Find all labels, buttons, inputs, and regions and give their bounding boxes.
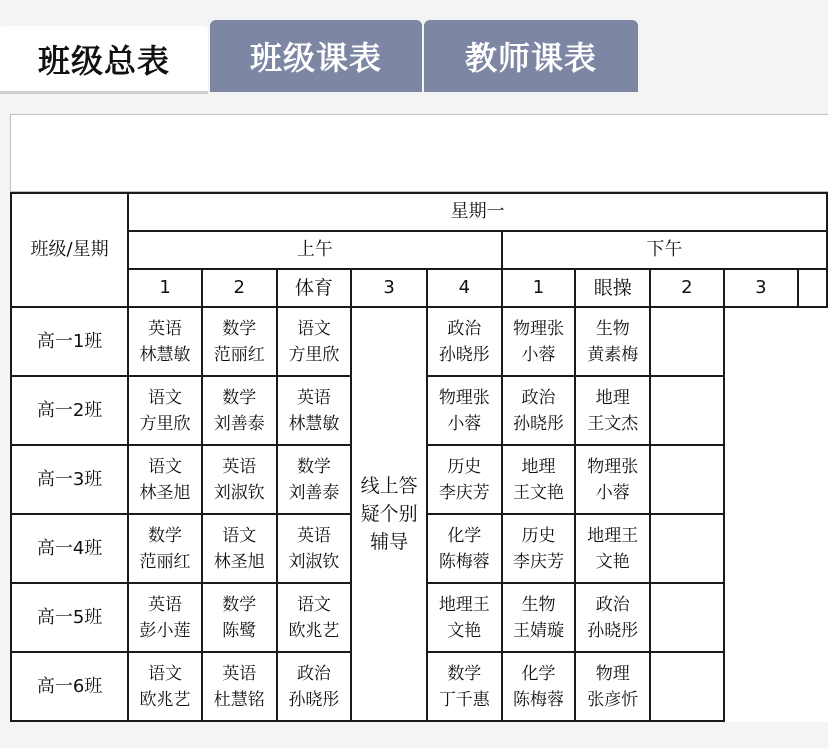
tab-teacher-schedule[interactable]: 教师课表: [424, 20, 638, 92]
course-cell: [202, 583, 277, 652]
subject-text: 英语: [296, 525, 331, 546]
period-header: 2: [202, 269, 277, 307]
teacher-text: 文艳: [595, 551, 630, 572]
pe-merged-cell: 体育: [277, 269, 352, 307]
class-name-cell: 高一5班: [11, 583, 128, 652]
course-cell: [128, 445, 202, 514]
subject-text: 历史: [447, 456, 482, 477]
subject-text: 语文: [148, 663, 183, 684]
course-cell: [128, 652, 202, 721]
teacher-text: 方里欣: [288, 344, 340, 365]
course-cell: [277, 583, 352, 652]
teacher-text: 陈梅蓉: [513, 689, 564, 710]
course-cell: [575, 583, 650, 652]
overflow-cell: [650, 445, 723, 514]
subject-text: 语文: [222, 525, 257, 546]
subject-text: 化学: [521, 663, 556, 684]
subject-text: 生物: [595, 318, 630, 339]
teacher-text: 小蓉: [521, 344, 556, 365]
day-header: 星期一: [128, 193, 827, 231]
subject-text: 数学: [222, 387, 257, 408]
course-cell: [128, 583, 202, 652]
course-cell: [202, 445, 277, 514]
teacher-text: 王婧璇: [513, 620, 564, 641]
period-header: 1: [502, 269, 576, 307]
course-cell: [575, 652, 650, 721]
course-cell: [427, 583, 502, 652]
teacher-text: 孙晓彤: [587, 620, 639, 641]
course-cell: [502, 445, 576, 514]
tab-class-schedule[interactable]: 班级课表: [210, 20, 422, 92]
class-name-cell: 高一6班: [11, 652, 128, 721]
teacher-text: 黄素梅: [587, 344, 639, 365]
subject-text: 数学: [222, 318, 257, 339]
subject-text: 政治: [447, 318, 482, 339]
teacher-text: 王文杰: [587, 413, 639, 434]
subject-text: 地理: [595, 387, 630, 408]
teacher-text: 小蓉: [447, 413, 482, 434]
subject-text: 语文: [148, 387, 183, 408]
period-header: 2: [650, 269, 723, 307]
teacher-text: 林圣旭: [139, 482, 191, 503]
period-header: 3: [724, 269, 798, 307]
teacher-text: 陈梅蓉: [438, 551, 490, 572]
course-cell: [128, 376, 202, 445]
subject-text: 物理张: [438, 387, 490, 408]
course-cell: [202, 652, 277, 721]
teacher-text: 王文艳: [513, 482, 564, 503]
subject-text: 英语: [148, 318, 183, 339]
schedule-table: [10, 192, 828, 722]
period-header: 4: [427, 269, 502, 307]
tab-class-overview[interactable]: 班级总表: [0, 26, 208, 94]
overflow-cell: [650, 652, 723, 721]
course-cell: [575, 307, 650, 376]
period-header: 3: [351, 269, 427, 307]
teacher-text: 林圣旭: [213, 551, 265, 572]
course-cell: [277, 376, 352, 445]
course-cell: [427, 652, 502, 721]
teacher-text: 范丽红: [139, 551, 191, 572]
overflow-cell: [650, 307, 723, 376]
teacher-text: 李庆芳: [513, 551, 564, 572]
teacher-text: 陈鹭: [222, 620, 257, 641]
teacher-text: 张彦忻: [587, 689, 639, 710]
course-cell: [575, 514, 650, 583]
teacher-text: 孙晓彤: [288, 689, 340, 710]
subject-text: 数学: [222, 594, 257, 615]
subject-text: 英语: [296, 387, 331, 408]
subject-text: 生物: [521, 594, 556, 615]
subject-text: 物理张: [513, 318, 564, 339]
class-name-cell: 高一1班: [11, 307, 128, 376]
teacher-text: 方里欣: [139, 413, 191, 434]
course-cell: [277, 445, 352, 514]
course-cell: [202, 376, 277, 445]
teacher-text: 孙晓彤: [438, 344, 490, 365]
overflow-cell: [650, 376, 723, 445]
overflow-cell: [650, 514, 723, 583]
subject-text: 语文: [296, 318, 331, 339]
course-cell: [502, 652, 576, 721]
subject-text: 数学: [296, 456, 331, 477]
subject-text: 历史: [521, 525, 556, 546]
subject-text: 地理: [521, 456, 556, 477]
teacher-text: 范丽红: [213, 344, 265, 365]
subject-text: 物理张: [587, 456, 639, 477]
subject-text: 政治: [595, 594, 630, 615]
subject-text: 英语: [222, 456, 257, 477]
teacher-text: 刘善泰: [213, 413, 265, 434]
teacher-text: 李庆芳: [438, 482, 490, 503]
subject-text: 地理王: [587, 525, 639, 546]
course-cell: [502, 307, 576, 376]
class-name-cell: 高一3班: [11, 445, 128, 514]
course-cell: [202, 514, 277, 583]
overflow-cell: [798, 269, 827, 307]
course-cell: [202, 307, 277, 376]
teacher-text: 孙晓彤: [513, 413, 564, 434]
corner-header: 班级/星期: [11, 193, 128, 307]
course-cell: [128, 307, 202, 376]
subject-text: 化学: [447, 525, 482, 546]
morning-header: 上午: [128, 231, 501, 269]
course-cell: [502, 376, 576, 445]
teacher-text: 文艳: [447, 620, 482, 641]
course-cell: [502, 514, 576, 583]
course-cell: [277, 307, 352, 376]
subject-text: 地理王: [438, 594, 490, 615]
online-tutoring-merged-cell: [351, 307, 427, 721]
teacher-text: 刘淑钦: [213, 482, 265, 503]
subject-text: 政治: [296, 663, 331, 684]
eye-exercise-merged-cell: 眼操: [575, 269, 650, 307]
course-cell: [277, 514, 352, 583]
table-row: [11, 307, 827, 376]
subject-text: 数学: [148, 525, 183, 546]
blank-header-panel: [10, 114, 828, 192]
class-name-cell: 高一4班: [11, 514, 128, 583]
course-cell: [277, 652, 352, 721]
course-cell: [427, 376, 502, 445]
subject-text: 语文: [296, 594, 331, 615]
teacher-text: 彭小莲: [139, 620, 191, 641]
subject-text: 英语: [222, 663, 257, 684]
course-cell: [427, 445, 502, 514]
teacher-text: 林慧敏: [139, 344, 191, 365]
teacher-text: 刘善泰: [288, 482, 340, 503]
course-cell: [427, 307, 502, 376]
teacher-text: 欧兆艺: [139, 689, 191, 710]
course-cell: [575, 445, 650, 514]
teacher-text: 小蓉: [595, 482, 630, 503]
tab-bar: [0, 0, 828, 100]
teacher-text: 林慧敏: [288, 413, 340, 434]
afternoon-header: 下午: [502, 231, 827, 269]
teacher-text: 杜慧铭: [213, 689, 265, 710]
subject-text: 英语: [148, 594, 183, 615]
overflow-cell: [650, 583, 723, 652]
subject-text: 数学: [447, 663, 482, 684]
period-header: 1: [128, 269, 202, 307]
teacher-text: 丁千惠: [438, 689, 490, 710]
class-name-cell: 高一2班: [11, 376, 128, 445]
subject-text: 语文: [148, 456, 183, 477]
teacher-text: 刘淑钦: [288, 551, 340, 572]
course-cell: [575, 376, 650, 445]
course-cell: [427, 514, 502, 583]
course-cell: [502, 583, 576, 652]
teacher-text: 欧兆艺: [288, 620, 340, 641]
online-tutoring-label: 线上答疑个别辅导: [360, 475, 418, 553]
subject-text: 物理: [595, 663, 630, 684]
subject-text: 政治: [521, 387, 556, 408]
course-cell: [128, 514, 202, 583]
